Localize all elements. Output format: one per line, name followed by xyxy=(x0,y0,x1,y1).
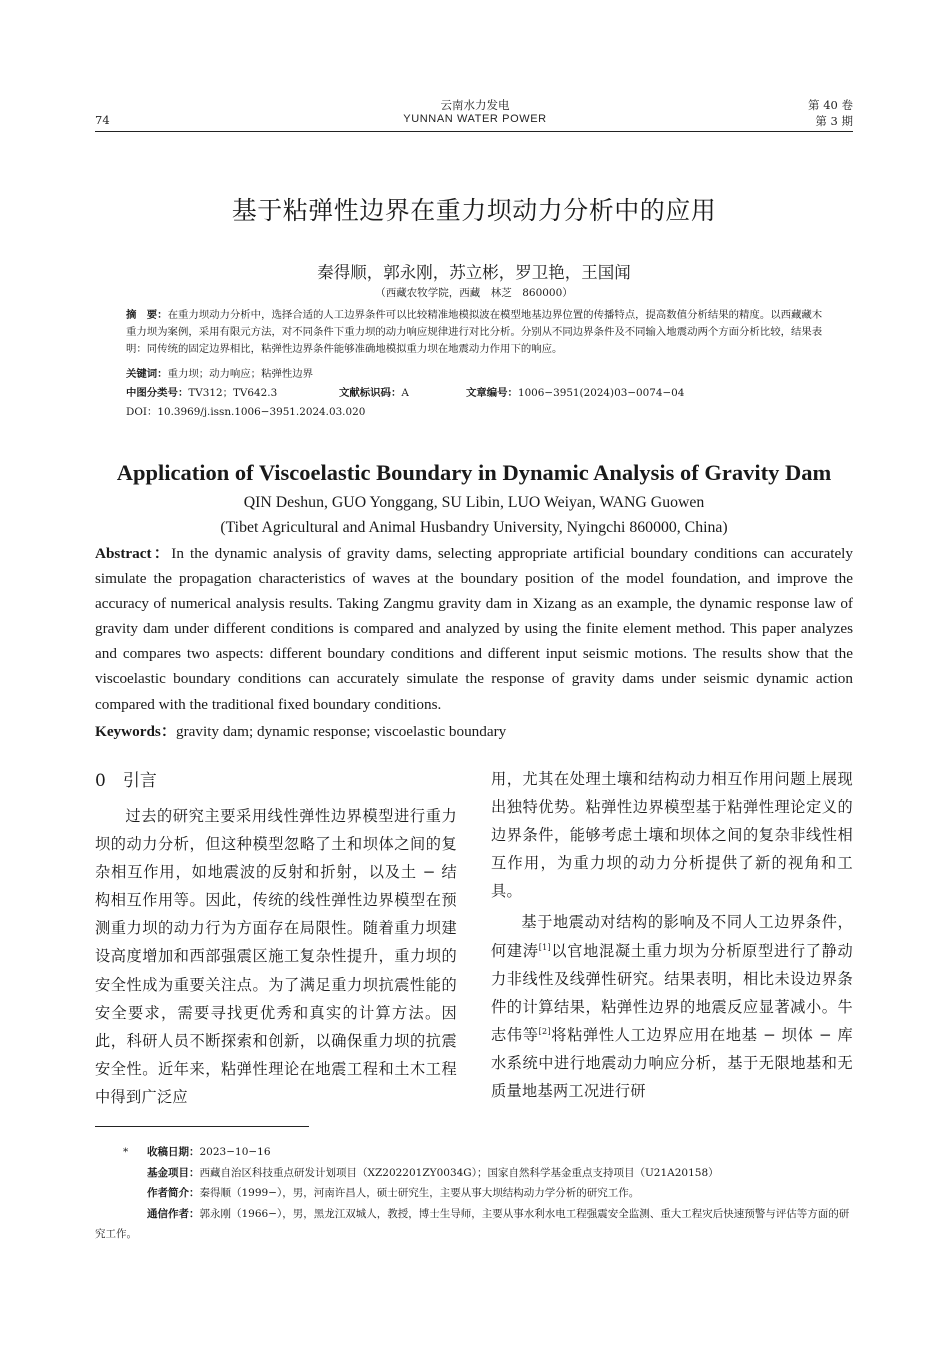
body-right-column xyxy=(491,765,853,1105)
corresponding-value: 郭永刚（1966−），男，黑龙江双城人，教授，博士生导师，主要从事水利水电工程强震安全监测、重大工程灾后快速预警与评估等方面的研究工作。 xyxy=(95,1207,850,1240)
citation-1[interactable]: [1] xyxy=(538,942,551,952)
citation-2[interactable]: [2] xyxy=(538,1026,551,1036)
clc-label: 中图分类号： xyxy=(126,387,189,399)
para2-text-a: 基于地震动对结构的影响及不同人工边界条件，何建涛 xyxy=(491,913,853,960)
abstract-en xyxy=(95,541,853,717)
received-value: 2023−10−16 xyxy=(199,1146,271,1158)
footnote-received xyxy=(95,1142,853,1163)
footnote-fund xyxy=(95,1163,853,1184)
intro-paragraph-1-cont: 用，尤其在处理土壤和结构动力相互作用问题上展现出独特优势。粘弹性边界模型基于粘弹性理论定义的边界条件，能够考虑土壤和坝体之间的复杂非线性相互作用，为重力坝的动力分析提供了新的视角和工具。 xyxy=(491,770,853,901)
body-left-column xyxy=(95,802,457,1111)
journal-name-en: YUNNAN WATER POWER xyxy=(403,113,547,125)
fund-label: 基金项目： xyxy=(147,1166,200,1179)
volume: 第 40 卷 xyxy=(808,98,853,112)
abstract-cn-text: 在重力坝动力分析中，选择合适的人工边界条件可以比较精准地模拟波在模型地基边界位置的传播特点，提高数值分析结果的精度。以西藏藏木重力坝为案例，采用有限元方法，对不同条件下重力坝的动力响应规律进行对比分析。分别从不同边界条件及不同输入地震动两个方面分析比较，结果表明：同传统的固定边界相比，粘弹性边界条件能够准确地模拟重力坝在地震动力作用下的响应。 xyxy=(126,309,823,356)
doc-code-value: A xyxy=(401,387,409,399)
intro-paragraph-1: 过去的研究主要采用线性弹性边界模型进行重力坝的动力分析，但这种模型忽略了土和坝体之间的复杂相互作用，如地震波的反射和折射，以及土 − 结构相互作用等。因此，传统的线性弹性边界模型在预测重力坝的动力行为方面存在局限性。随着重力坝建设高度增加和西部强震区施工复杂性提升，重力坝的安全性成为重要关注点。为了满足重力坝抗震性能的安全要求，需要寻找更优秀和真实的计算方法。因此，科研人员不断探索和创新，以确保重力坝的抗震安全性。近年来，粘弹性理论在地震工程和土木工程中得到广泛应 xyxy=(95,807,457,1106)
keywords-en xyxy=(95,720,506,741)
keywords-cn-label: 关键词： xyxy=(126,368,168,380)
keywords-cn xyxy=(126,366,826,383)
article-no-value: 1006−3951(2024)03−0074−04 xyxy=(517,387,685,399)
authors-en: QIN Deshun, GUO Yonggang, SU Libin, LUO Weiyan, WANG Guowen xyxy=(243,494,705,511)
issue: 第 3 期 xyxy=(815,114,853,128)
fund-value: 西藏自治区科技重点研发计划项目（XZ202201ZY0034G）；国家自然科学基金重点支持项目（U21A20158） xyxy=(199,1166,719,1179)
footnote-author xyxy=(95,1183,853,1204)
doi: DOI：10.3969/j.issn.1006−3951.2024.03.020 xyxy=(126,406,366,418)
affiliation-cn: （西藏农牧学院，西藏 林芝 860000） xyxy=(375,287,573,299)
intro-paragraph-2 xyxy=(491,908,853,1105)
authors-cn: 秦得顺，郭永刚，苏立彬，罗卫艳，王国闻 xyxy=(317,263,631,282)
keywords-en-text: gravity dam; dynamic response; viscoelastic boundary xyxy=(176,723,507,740)
author-bio-value: 秦得顺（1999−），男，河南许昌人，硕士研究生，主要从事大坝结构动力学分析的研究工作。 xyxy=(199,1187,640,1199)
keywords-en-sep: ： xyxy=(160,723,176,740)
abstract-en-sep: ： xyxy=(151,545,172,562)
title-cn: 基于粘弹性边界在重力坝动力分析中的应用 xyxy=(231,196,717,225)
abstract-cn xyxy=(126,307,826,359)
article-no-label: 文章编号： xyxy=(466,387,518,399)
footnote-rule xyxy=(95,1126,309,1127)
title-en: Application of Viscoelastic Boundary in Dynamic Analysis of Gravity Dam xyxy=(116,460,832,485)
para2-text-c: 将粘弹性人工边界应用在地基 − 坝体 − 库水系统中进行地震动力响应分析，基于无限地基和无质量地基两工况进行研 xyxy=(491,1025,853,1101)
section-heading-intro: 0 引言 xyxy=(95,771,157,791)
article-no-row xyxy=(466,385,684,402)
footnote-star: * xyxy=(123,1146,129,1158)
footnote-corresponding xyxy=(95,1204,853,1245)
header-rule xyxy=(95,131,853,132)
page-number: 74 xyxy=(95,113,110,127)
received-label: 收稿日期： xyxy=(147,1146,200,1158)
clc-value: TV312；TV642.3 xyxy=(188,387,278,399)
affiliation-en: (Tibet Agricultural and Animal Husbandry University, Nyingchi 860000, China) xyxy=(220,519,728,536)
corresponding-label: 通信作者： xyxy=(147,1207,200,1220)
keywords-en-label: Keywords xyxy=(95,723,161,740)
abstract-en-label: Abstract xyxy=(95,545,152,562)
doc-code-label: 文献标识码： xyxy=(339,387,402,399)
journal-name-cn: 云南水力发电 xyxy=(440,98,510,112)
doc-code-row xyxy=(339,385,409,402)
para2-text-b: 以官地混凝土重力坝为分析原型进行了静动力非线性及线弹性研究。结果表明，相比未设边界条件的计算结果，粘弹性边界的地震反应显著减小。牛志伟等 xyxy=(491,941,853,1044)
author-bio-label: 作者简介： xyxy=(147,1187,200,1199)
abstract-en-text: In the dynamic analysis of gravity dams, selecting appropriate artificial boundary conditions can accurately simulate the propagation characteristics of waves at the boundary position of the model foundation, and improve the accuracy of numerical analysis results. Taking Zangmu gravity dam in Xizang as an example, the dynamic response law of gravity dam under different conditions is compared and analyzed by using the finite element method. This paper analyzes and compares two aspects: different boundary conditions and different input seismic motions. The results show that the viscoelastic boundary conditions can accurately simulate the response of gravity dams under seismic dynamic action compared with the traditional fixed boundary conditions. xyxy=(95,545,853,713)
abstract-cn-label: 摘 要： xyxy=(126,309,168,321)
footnotes xyxy=(95,1142,853,1245)
keywords-cn-text: 重力坝；动力响应；粘弹性边界 xyxy=(167,368,314,380)
